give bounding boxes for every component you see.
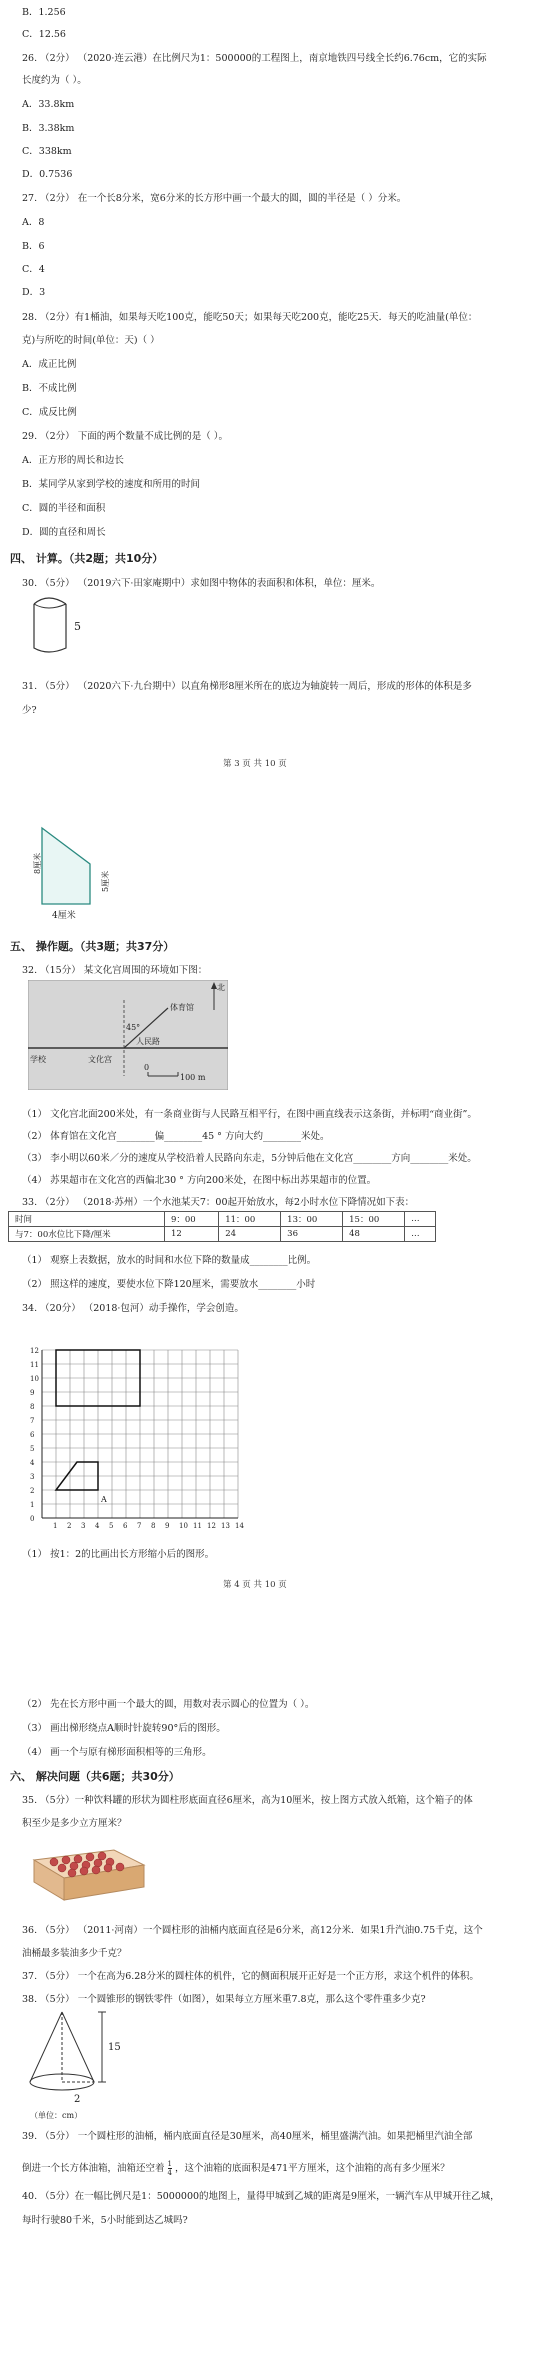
question-39-cont	[22, 2160, 450, 2177]
height-label: 5	[74, 620, 81, 633]
option: C．成反比例	[22, 407, 77, 418]
y-tick-label: 10	[30, 1375, 39, 1383]
north-label: 北	[217, 983, 225, 992]
can-box-image	[24, 1830, 154, 1905]
point-a-label: A	[101, 1495, 107, 1504]
option: B．某同学从家到学校的速度和所用的时间	[22, 479, 200, 490]
x-tick-label: 9	[165, 1522, 170, 1530]
table-cell: 与7：00水位比下降/厘米	[9, 1227, 165, 1242]
water-level-table	[8, 1211, 436, 1242]
school-label: 学校	[30, 1055, 46, 1064]
question-33: 33. （2分） （2018·苏州）一个水池某天7：00起开始放水，每2小时水位下降情况如下表：	[22, 1197, 415, 1208]
x-tick-label: 6	[123, 1522, 128, 1530]
x-tick-label: 10	[179, 1522, 188, 1530]
x-tick-label: 2	[67, 1522, 72, 1530]
table-cell: 9：00	[164, 1212, 218, 1227]
bottom-side-label: 4厘米	[52, 911, 76, 921]
question-34-2: （2） 先在长方形中画一个最大的圆，用数对表示圆心的位置为（ ）。	[22, 1699, 315, 1710]
y-tick-label: 0	[30, 1515, 35, 1523]
question-32-1: （1） 文化宫北面200米处，有一条商业街与人民路互相平行，在图中画直线表示这条街，并标明“商业街”。	[22, 1109, 477, 1120]
gym-label: 体育馆	[170, 1003, 194, 1012]
cone-height-label: 15	[108, 2042, 121, 2053]
table-cell: 48	[343, 1227, 405, 1242]
y-tick-label: 7	[30, 1417, 35, 1425]
y-tick-label: 5	[30, 1445, 35, 1453]
question-36-cont: 油桶最多装油多少千克？	[22, 1948, 127, 1959]
x-tick-label: 8	[151, 1522, 156, 1530]
x-tick-label: 7	[137, 1522, 142, 1530]
fraction-denominator: 4	[167, 2169, 173, 2177]
question-34: 34. （20分） （2018·包河）动手操作，学会创造。	[22, 1303, 244, 1314]
question-31-cont: 少?	[22, 705, 37, 716]
x-tick-label: 12	[207, 1522, 216, 1530]
question-32: 32. （15分） 某文化宫周围的环境如下图：	[22, 965, 208, 976]
option: A．33.8km	[22, 99, 75, 110]
question-29: 29. （2分） 下面的两个数量不成比例的是（ ）。	[22, 431, 228, 442]
coordinate-grid	[20, 1318, 260, 1538]
x-tick-label: 3	[81, 1522, 86, 1530]
table-row	[9, 1227, 436, 1242]
question-31: 31. （5分） （2020六下·九台期中）以直角梯形8厘米所在的底边为轴旋转一周后，形成的形体的体积是多	[22, 681, 472, 692]
option-b: B．1.256	[22, 7, 66, 18]
fraction-numerator: 1	[167, 2160, 173, 2168]
cone-radius-label: 2	[74, 2094, 81, 2105]
table-cell: 13：00	[281, 1212, 343, 1227]
question-37: 37. （5分） 一个在高为6.28分米的圆柱体的机件，它的侧面积展开正好是一个正方形，求这个机件的体积。	[22, 1971, 479, 1982]
option: D．圆的直径和周长	[22, 527, 106, 538]
q39-text-2: ，这个油箱的底面积是471平方厘米，这个油箱的高有多少厘米？	[175, 2163, 450, 2174]
option: C．圆的半径和面积	[22, 503, 106, 514]
table-cell: 24	[219, 1227, 281, 1242]
x-tick-label: 5	[109, 1522, 114, 1530]
question-33-2: （2） 照这样的速度，要使水位下降120厘米，需要放水________小时	[22, 1279, 316, 1290]
right-side-label: 5厘米	[101, 870, 110, 892]
option: D．0.7536	[22, 169, 73, 180]
y-tick-label: 4	[30, 1459, 35, 1467]
y-tick-label: 11	[30, 1361, 39, 1369]
scale-zero: 0	[144, 1063, 150, 1072]
angle-label: 45°	[126, 1023, 141, 1032]
table-cell: 12	[164, 1227, 218, 1242]
option: C．4	[22, 264, 45, 275]
section-6-heading: 六、 解决问题（共6题；共30分）	[10, 1770, 180, 1783]
culture-palace-map	[28, 980, 228, 1090]
question-27: 27. （2分） 在一个长8分米，宽6分米的长方形中画一个最大的圆，圆的半径是（ ）分米。	[22, 193, 407, 204]
question-32-2: （2） 体育馆在文化宫________偏________45 ° 方向大约________米处。	[22, 1131, 330, 1142]
question-26-cont: 长度约为（ ）。	[22, 75, 87, 86]
question-32-3: （3） 李小明以60米／分的速度从学校沿着人民路向东走，5分钟后他在文化宫________方向________米处。	[22, 1153, 477, 1164]
y-tick-label: 9	[30, 1389, 35, 1397]
left-side-label: 8厘米	[33, 852, 42, 874]
option-c: C．12.56	[22, 29, 66, 40]
question-39: 39. （5分） 一个圆柱形的油桶，桶内底面直径是30厘米，高40厘米，桶里盛满汽油。如果把桶里汽油全部	[22, 2131, 473, 2142]
table-cell: …	[405, 1212, 436, 1227]
question-38: 38. （5分） 一个圆锥形的钢铁零件（如图），如果每立方厘米重7.8克，那么这个零件重多少克?	[22, 1994, 426, 2005]
question-32-4: （4） 苏果超市在文化宫的西偏北30 ° 方向200米处，在图中标出苏果超市的位置。	[22, 1175, 377, 1186]
table-cell: …	[405, 1227, 436, 1242]
table-cell: 36	[281, 1227, 343, 1242]
question-28-cont: 克)与所吃的时间(单位：天)（ ）	[22, 335, 160, 346]
option: D．3	[22, 287, 46, 298]
option: A．8	[22, 217, 45, 228]
road-label: 人民路	[136, 1037, 160, 1046]
option: B．不成比例	[22, 383, 77, 394]
x-tick-label: 4	[95, 1522, 100, 1530]
option: B．3.38km	[22, 123, 75, 134]
y-tick-label: 2	[30, 1487, 35, 1495]
unit-label: （单位：cm）	[30, 2111, 83, 2120]
question-28: 28. （2分）有1桶油，如果每天吃100克，能吃50天；如果每天吃200克，能吃25天．每天的吃油量(单位：	[22, 312, 478, 323]
question-34-3: （3） 画出梯形绕点A顺时针旋转90°后的图形。	[22, 1723, 226, 1734]
page-footer: 第 4 页 共 10 页	[223, 1580, 287, 1590]
x-tick-label: 11	[193, 1522, 202, 1530]
question-40: 40. （5分）在一幅比例尺是1：5000000的地图上，量得甲城到乙城的距离是9厘米，一辆汽车从甲城开往乙城，	[22, 2191, 500, 2202]
cone-figure	[22, 2004, 142, 2124]
trapezoid-figure	[20, 820, 110, 925]
section-5-heading: 五、 操作题。（共3题；共37分）	[10, 940, 175, 953]
fraction	[168, 2160, 172, 2177]
question-26: 26. （2分） （2020·连云港）在比例尺为1：500000的工程图上，南京地铁四号线全长约6.76cm，它的实际	[22, 53, 487, 64]
section-4-heading: 四、 计算。（共2题；共10分）	[10, 552, 164, 565]
question-36: 36. （5分） （2011·河南）一个圆柱形的油桶内底面直径是6分米，高12分米．如果1升汽油0.75千克，这个	[22, 1925, 483, 1936]
q39-text-1: 倒进一个长方体油箱，油箱还空着	[22, 2163, 165, 2174]
scale-label: 100 m	[180, 1073, 206, 1082]
page-footer: 第 3 页 共 10 页	[223, 759, 287, 769]
table-cell: 15：00	[343, 1212, 405, 1227]
question-34-1: （1） 按1：2的比画出长方形缩小后的图形。	[22, 1549, 215, 1560]
question-33-1: （1） 观察上表数据，放水的时间和水位下降的数量成________比例。	[22, 1255, 317, 1266]
option: A．正方形的周长和边长	[22, 455, 124, 466]
y-tick-label: 8	[30, 1403, 35, 1411]
question-30: 30. （5分） （2019六下·田家庵期中）求如图中物体的表面积和体积，单位：厘米。	[22, 578, 381, 589]
question-35: 35. （5分）一种饮料罐的形状为圆柱形底面直径6厘米，高为10厘米，按上图方式放入纸箱，这个箱子的体	[22, 1795, 473, 1806]
table-cell: 11：00	[219, 1212, 281, 1227]
x-tick-label: 14	[235, 1522, 244, 1530]
x-tick-label: 13	[221, 1522, 230, 1530]
y-tick-label: 1	[30, 1501, 35, 1509]
option: B．6	[22, 241, 45, 252]
x-tick-label: 1	[53, 1522, 58, 1530]
y-tick-label: 3	[30, 1473, 35, 1481]
option: C．338km	[22, 146, 72, 157]
y-tick-label: 6	[30, 1431, 35, 1439]
culture-palace-label: 文化宫	[88, 1055, 112, 1064]
question-40-cont: 每时行驶80千米，5小时能到达乙城吗?	[22, 2215, 188, 2226]
half-cylinder-figure	[28, 590, 98, 660]
question-34-4: （4） 画一个与原有梯形面积相等的三角形。	[22, 1747, 212, 1758]
question-35-cont: 积至少是多少立方厘米？	[22, 1818, 127, 1829]
option: A．成正比例	[22, 359, 77, 370]
table-cell: 时间	[9, 1212, 165, 1227]
table-row	[9, 1212, 436, 1227]
y-tick-label: 12	[30, 1347, 39, 1355]
